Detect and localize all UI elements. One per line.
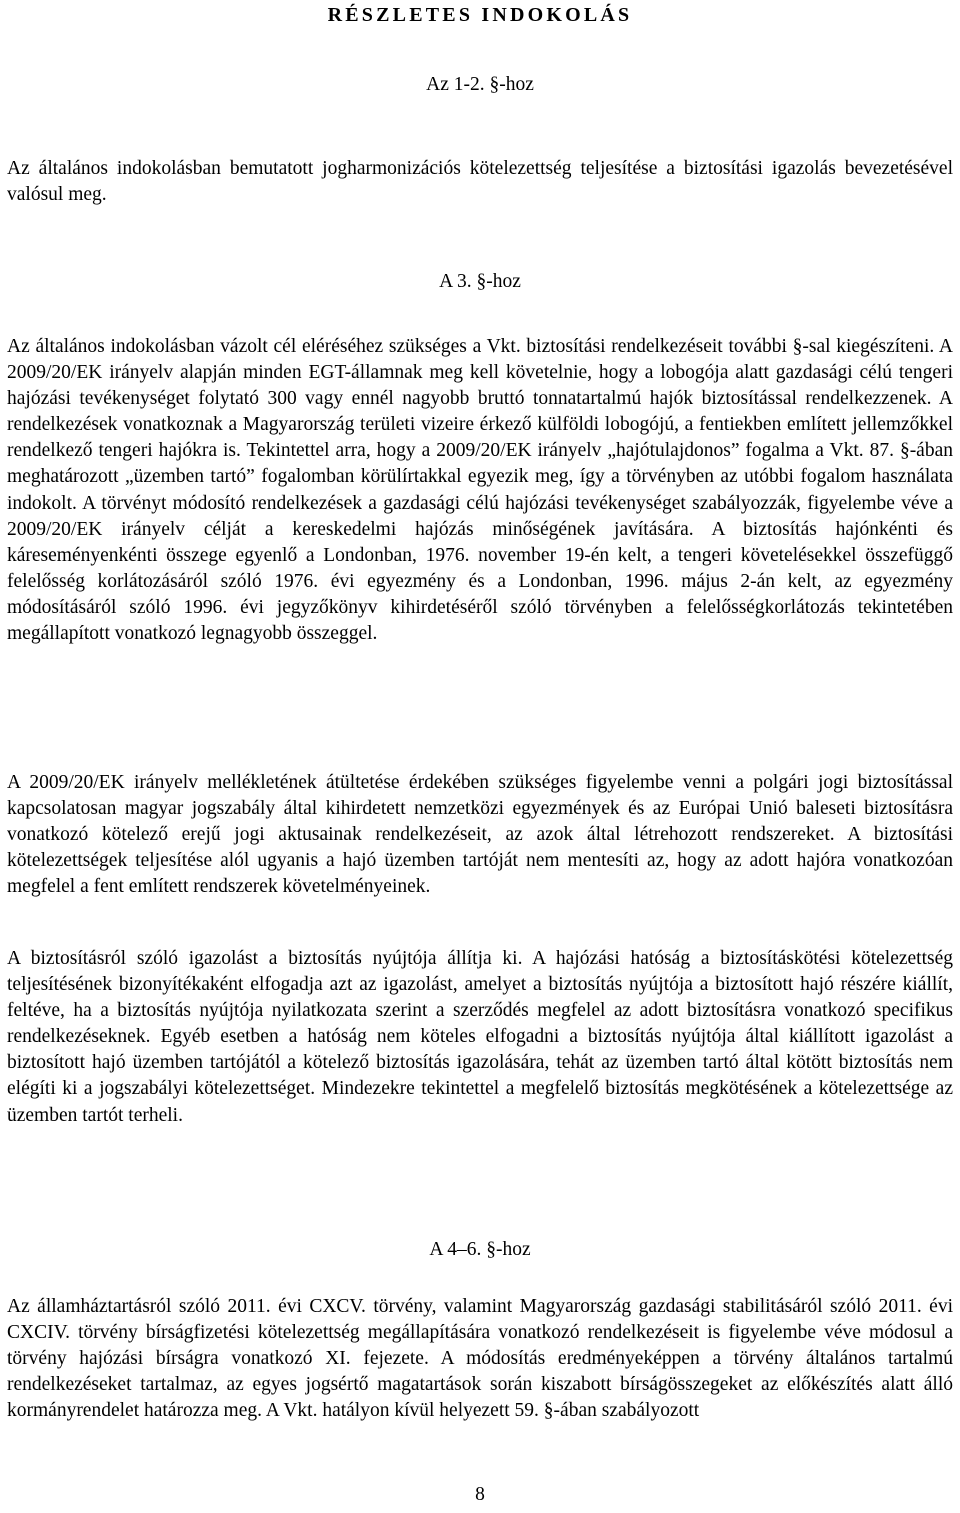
section-3-paragraph-2: A 2009/20/EK irányelv mellékletének átültetése érdekében szükséges figyelembe venni a polgári jogi biztosítással kapcsolatosan magyar jogszabály által kihirdetett nemzetközi egyezmények és az Európai Unió baleseti biztosításra vonatkozó kötelező erejű jogi aktusainak rendelkezéseit, az azok által létrehozott rendszereket. A biztosítási kötelezettségek teljesítése alól ugyanis a hajó üzemben tartóját nem mentesíti az, hogy az adott hajóra vonatkozóan megfelel a fent említett rendszerek követelményeinek.	[7, 772, 953, 898]
document-title: RÉSZLETES INDOKOLÁS	[327, 4, 633, 26]
section-3-paragraph-3: A biztosításról szóló igazolást a biztosítás nyújtója állítja ki. A hajózási hatóság a biztosításkötési kötelezettség teljesítésének bizonyítékaként elfogadja azt az igazolást, amelyet a biztosítás nyújtója a biztosított hajó részére kiállít, feltéve, ha a biztosítás nyújtója nyilatkozata szerint a szerződés megfelel az adott biztosításra vonatkozó specifikus rendelkezéseknek. Egyéb esetben a hatóság nem köteles elfogadni a biztosítás nyújtója által kiállított igazolást a biztosított hajó üzemben tartójától a kötelező biztosítás igazolására, tehát az üzemben tartó által kötött biztosítás nem elégíti ki a jogszabályi kötelezettséget. Mindezekre tekintettel a megfelelő biztosítás megkötésének a kötelezettsége az üzemben tartót terheli.	[7, 948, 953, 1126]
section-heading-4-6: A 4–6. §-hoz	[429, 1239, 531, 1260]
section-4-6-paragraph-1: Az államháztartásról szóló 2011. évi CXCV. törvény, valamint Magyarország gazdasági stabilitásáról szóló 2011. évi CXCIV. törvény bírságfizetési kötelezettség megállapítására vonatkozó rendelkezéseit is figyelembe véve módosul a törvény hajózási bírságra vonatkozó XI. fejezete. A módosítás eredményeképpen a törvény általános tartalmú rendelkezéseket tartalmaz, az egyes jogsértő magatartások során kiszabott bírságösszegeket az előkészítés alatt álló kormányrendelet határozza meg. A Vkt. hatályon kívül helyezett 59. §-ában szabályozott	[7, 1296, 953, 1422]
page-number: 8	[475, 1484, 485, 1505]
section-heading-1-2: Az 1-2. §-hoz	[426, 74, 534, 95]
section-1-2-paragraph-1: Az általános indokolásban bemutatott jogharmonizációs kötelezettség teljesítése a biztosítási igazolás bevezetésével valósul meg.	[7, 158, 953, 206]
section-3-paragraph-1: Az általános indokolásban vázolt cél eléréséhez szükséges a Vkt. biztosítási rendelkezéseit további §-sal kiegészíteni. A 2009/20/EK irányelv alapján minden EGT-államnak meg kell követelnie, hogy a lobogója alatt gazdasági célú tengeri hajózási tevékenységet folytató 300 vagy ennél nagyobb bruttó tonnatartalmú hajók biztosítással rendelkezzenek. A rendelkezések vonatkoznak a Magyarország területi vizeire érkező külföldi lobogójú, a fentiekben említett jellemzőkkel rendelkező tengeri hajókra is. Tekintettel arra, hogy a 2009/20/EK irányelv „hajótulajdonos” fogalma a Vkt. 87. §-ában meghatározott „üzemben tartó” fogalomban körülírtakkal egyezik meg, így a törvényben az utóbbi fogalom használata indokolt. A törvényt módosító rendelkezések a gazdasági célú hajózási tevékenységet szabályozzák, figyelembe véve a 2009/20/EK irányelv célját a kereskedelmi hajózás minőségének javítására. A biztosítás hajónkénti és káreseményenkénti összege egyenlő a Londonban, 1976. november 19-én kelt, a tengeri követelésekkel összefüggő felelősség korlátozásáról szóló 1976. évi egyezmény és a Londonban, 1996. május 2-án kelt, az egyezmény módosításáról szóló 1996. évi jegyzőkönyv kihirdetéséről szóló törvényben a felelősségkorlátozás tekintetében megállapított vonatkozó legnagyobb összeggel.	[7, 336, 953, 645]
section-heading-3: A 3. §-hoz	[439, 271, 521, 292]
